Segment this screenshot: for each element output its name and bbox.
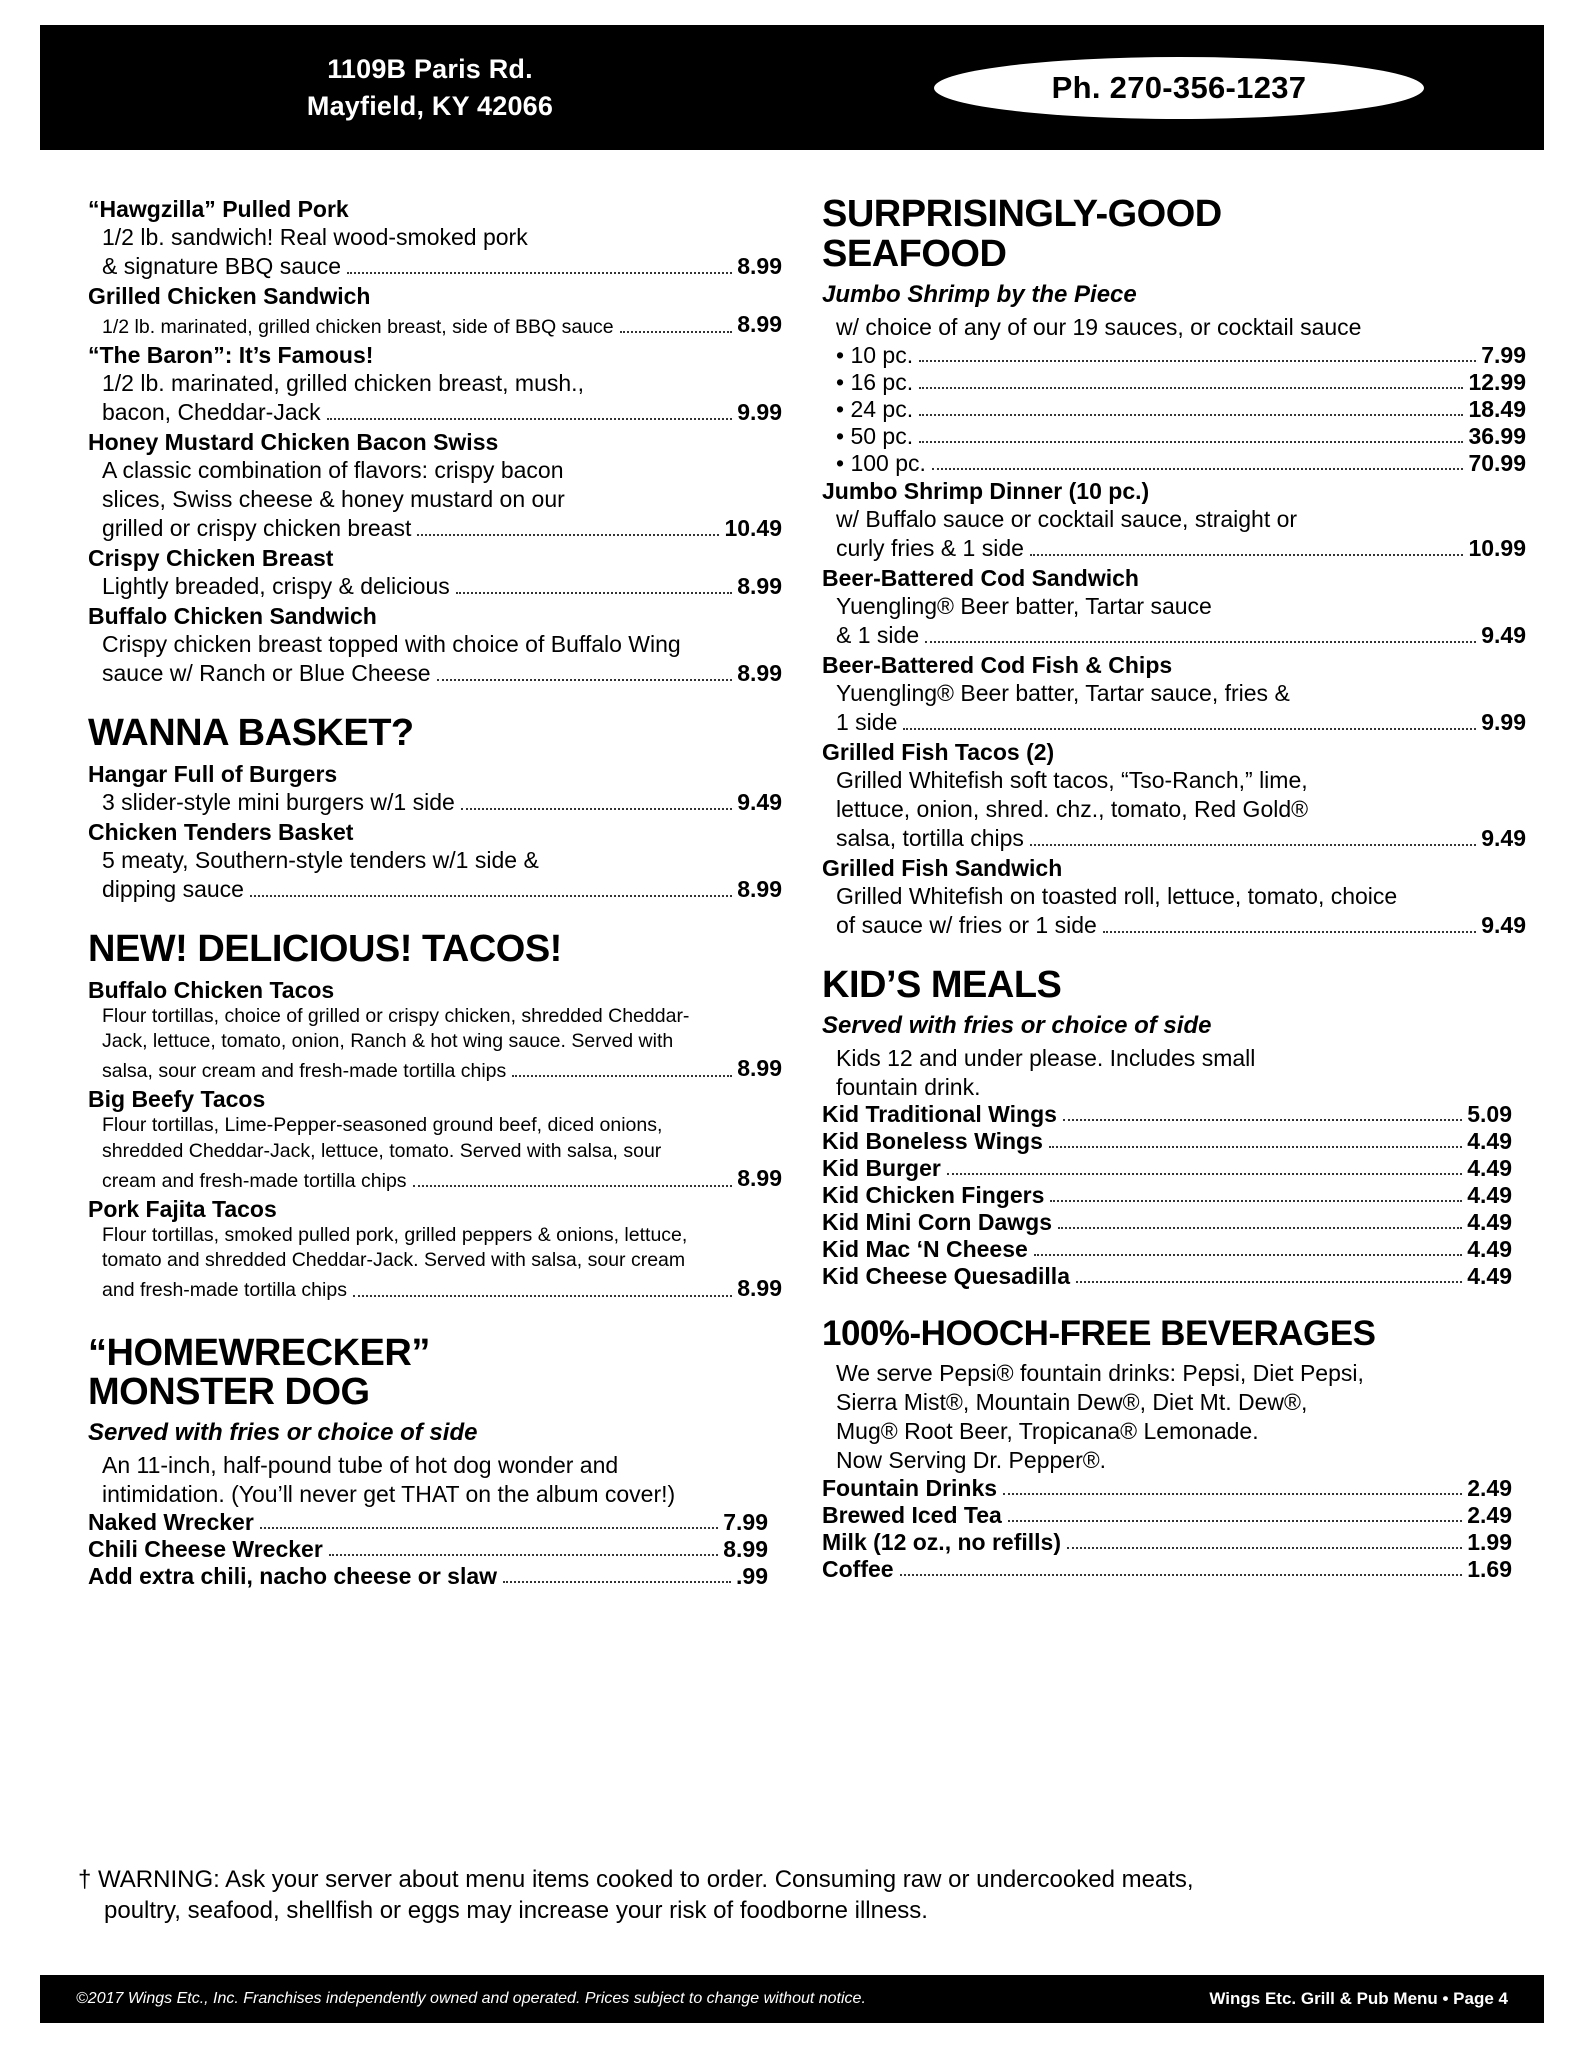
- item-price-row: [822, 621, 1526, 650]
- sandwich-list: [88, 195, 782, 688]
- item-desc: 3 slider-style mini burgers w/1 side: [102, 788, 455, 815]
- menu-item: [88, 1536, 768, 1563]
- item-name: Kid Burger: [822, 1155, 941, 1182]
- item-name: Hangar Full of Burgers: [88, 760, 338, 787]
- dot-leader: [456, 591, 732, 594]
- section-title-kids: KID’S MEALS: [822, 963, 1062, 1006]
- item-price: 4.49: [1467, 1128, 1512, 1155]
- item-name: Beer-Battered Cod Fish & Chips: [822, 651, 1173, 678]
- item-desc: bacon, Cheddar-Jack: [102, 398, 321, 425]
- item-desc: Yuengling® Beer batter, Tartar sauce: [836, 592, 1212, 619]
- dot-leader: [329, 1553, 718, 1556]
- menu-item: [88, 1085, 782, 1194]
- item-desc: cream and fresh-made tortilla chips: [102, 1169, 407, 1192]
- phone-badge: [934, 57, 1424, 119]
- beverages-note-line3: Mug® Root Beer, Tropicana® Lemonade.: [836, 1418, 1259, 1445]
- kids-note-line1: Kids 12 and under please. Includes small: [836, 1044, 1256, 1071]
- dot-leader: [900, 1573, 1463, 1576]
- dot-leader: [461, 807, 732, 810]
- menu-item: [822, 423, 1526, 450]
- dot-leader: [417, 533, 719, 536]
- item-desc: & signature BBQ sauce: [102, 253, 342, 280]
- item-name: Chili Cheese Wrecker: [88, 1536, 323, 1563]
- item-name: Kid Traditional Wings: [822, 1101, 1057, 1128]
- item-price-row: [88, 1054, 782, 1084]
- beverages-note-line1: We serve Pepsi® fountain drinks: Pepsi, Diet Pepsi,: [836, 1360, 1364, 1387]
- dot-leader: [250, 894, 732, 897]
- item-desc: salsa, tortilla chips: [836, 824, 1024, 851]
- item-price: 18.49: [1468, 395, 1526, 422]
- allergen-warning: [78, 1865, 1498, 1926]
- menu-item: [88, 1195, 782, 1304]
- menu-item: [822, 477, 1526, 563]
- item-desc: slices, Swiss cheese & honey mustard on our: [102, 485, 565, 512]
- tacos-list: [88, 976, 782, 1304]
- item-price: 8.99: [737, 1165, 782, 1191]
- menu-item: [88, 341, 782, 427]
- item-desc: Grilled Whitefish soft tacos, “Tso-Ranch,” lime,: [836, 766, 1308, 793]
- item-name: Kid Chicken Fingers: [822, 1182, 1045, 1209]
- item-price: 1.69: [1467, 1556, 1512, 1583]
- item-name: Beer-Battered Cod Sandwich: [822, 564, 1139, 591]
- item-price: 4.49: [1467, 1209, 1512, 1236]
- kids-note-line2: fountain drink.: [836, 1073, 981, 1100]
- item-desc: 1/2 lb. marinated, grilled chicken breast, side of BBQ sauce: [102, 315, 614, 338]
- item-price-row: [822, 534, 1526, 563]
- warning-line2: poultry, seafood, shellfish or eggs may increase your risk of foodborne illness.: [104, 1896, 928, 1924]
- page-label: Wings Etc. Grill & Pub Menu • Page 4: [1209, 1989, 1508, 2008]
- menu-item: [822, 1182, 1512, 1209]
- item-desc: Yuengling® Beer batter, Tartar sauce, fries &: [836, 679, 1290, 706]
- item-name: Crispy Chicken Breast: [88, 544, 334, 571]
- item-price: 70.99: [1468, 449, 1526, 476]
- item-desc: Flour tortillas, choice of grilled or crispy chicken, shredded Cheddar-: [102, 1004, 690, 1027]
- item-price-row: [88, 398, 782, 427]
- beverages-note-line4: Now Serving Dr. Pepper®.: [836, 1447, 1107, 1474]
- item-name: Buffalo Chicken Tacos: [88, 976, 335, 1003]
- phone-number: Ph. 270-356-1237: [1051, 69, 1307, 105]
- menu-item: [822, 1155, 1512, 1182]
- dot-leader: [347, 271, 732, 274]
- item-desc: curly fries & 1 side: [836, 534, 1024, 561]
- item-name: Naked Wrecker: [88, 1509, 254, 1536]
- menu-item: [88, 282, 782, 340]
- item-name: Coffee: [822, 1556, 894, 1583]
- menu-columns: [40, 195, 1544, 1590]
- item-name: Brewed Iced Tea: [822, 1502, 1002, 1529]
- dot-leader: [503, 1580, 731, 1583]
- dot-leader: [1030, 843, 1476, 846]
- dot-leader: [1058, 1226, 1462, 1229]
- menu-item: [88, 428, 782, 543]
- item-price-row: [822, 911, 1526, 940]
- item-desc: Jack, lettuce, tomato, onion, Ranch & hot wing sauce. Served with: [102, 1030, 674, 1053]
- dot-leader: [932, 467, 1464, 470]
- dot-leader: [260, 1526, 718, 1529]
- monster-dog-desc-line2: intimidation. (You’ll never get THAT on the album cover!): [102, 1481, 676, 1508]
- menu-item: [822, 1502, 1512, 1529]
- item-name: • 16 pc.: [836, 368, 914, 395]
- item-desc: Crispy chicken breast topped with choice of Buffalo Wing: [102, 630, 681, 657]
- item-desc: of sauce w/ fries or 1 side: [836, 911, 1097, 938]
- item-name: Fountain Drinks: [822, 1475, 998, 1502]
- item-name: Big Beefy Tacos: [88, 1086, 266, 1113]
- item-desc: dipping sauce: [102, 875, 244, 902]
- dot-leader: [1103, 930, 1476, 933]
- item-name: Kid Mini Corn Dawgs: [822, 1209, 1052, 1236]
- dot-leader: [512, 1074, 732, 1077]
- item-price: 9.99: [1481, 708, 1526, 735]
- shrimp-note: w/ choice of any of our 19 sauces, or cocktail sauce: [836, 313, 1362, 340]
- item-price: 36.99: [1468, 422, 1526, 449]
- menu-item: [822, 1263, 1512, 1290]
- item-name: Grilled Chicken Sandwich: [88, 282, 371, 309]
- item-price: 8.99: [737, 1274, 782, 1301]
- item-price-row: [88, 788, 782, 817]
- item-desc: shredded Cheddar-Jack, lettuce, tomato. Served with salsa, sour: [102, 1139, 662, 1162]
- dot-leader: [353, 1294, 732, 1297]
- item-name: “The Baron”: It’s Famous!: [88, 341, 374, 368]
- monster-dog-title-line1: “HOMEWRECKER”: [88, 1331, 430, 1374]
- dot-leader: [919, 440, 1463, 443]
- dot-leader: [1008, 1519, 1462, 1522]
- menu-item: [88, 544, 782, 601]
- item-price: 4.49: [1467, 1263, 1512, 1290]
- item-name: Milk (12 oz., no refills): [822, 1529, 1061, 1556]
- item-price-row: [88, 572, 782, 601]
- monster-dog-desc-line1: An 11-inch, half-pound tube of hot dog wonder and: [102, 1452, 619, 1479]
- dot-leader: [1034, 1253, 1462, 1256]
- item-price-row: [88, 252, 782, 281]
- menu-item: [822, 1556, 1512, 1583]
- seafood-title-line1: SURPRISINGLY-GOOD: [822, 193, 1222, 235]
- item-price: 9.49: [1481, 824, 1526, 851]
- menu-item: [822, 1529, 1512, 1556]
- item-price-row: [822, 824, 1526, 853]
- item-price-row: [88, 310, 782, 340]
- item-price-row: [88, 1164, 782, 1194]
- menu-item: [822, 450, 1526, 477]
- item-price: .99: [736, 1563, 768, 1590]
- dot-leader: [903, 727, 1476, 730]
- item-name: Add extra chili, nacho cheese or slaw: [88, 1563, 498, 1590]
- menu-item: [822, 369, 1526, 396]
- dot-leader: [1050, 1199, 1462, 1202]
- item-price: 7.99: [1481, 341, 1526, 368]
- item-price-row: [88, 659, 782, 688]
- item-price: 8.99: [737, 1055, 782, 1082]
- dot-leader: [1030, 553, 1464, 556]
- section-title-basket: WANNA BASKET?: [88, 711, 414, 754]
- item-desc: Flour tortillas, smoked pulled pork, grilled peppers & onions, lettuce,: [102, 1223, 688, 1246]
- item-price-row: [88, 514, 782, 543]
- item-price: 2.49: [1467, 1502, 1512, 1529]
- item-price: 8.99: [737, 253, 782, 280]
- item-name: Kid Mac ‘N Cheese: [822, 1236, 1028, 1263]
- monster-dog-subtitle: Served with fries or choice of side: [88, 1419, 478, 1447]
- menu-item: [822, 1101, 1512, 1128]
- warning-line1: † WARNING: Ask your server about menu items cooked to order. Consuming raw or undercooked meats,: [78, 1866, 1194, 1893]
- item-price-row: [88, 1274, 782, 1304]
- dot-leader: [1067, 1546, 1462, 1549]
- item-name: Kid Cheese Quesadilla: [822, 1263, 1070, 1290]
- menu-item: [88, 1509, 768, 1536]
- item-price: 5.09: [1467, 1101, 1512, 1128]
- item-price: 9.49: [737, 788, 782, 815]
- item-price: 12.99: [1468, 368, 1526, 395]
- item-price: 7.99: [723, 1509, 768, 1536]
- monster-dog-title-line2: MONSTER DOG: [88, 1371, 370, 1414]
- item-price-row: [88, 875, 782, 904]
- dot-leader: [919, 359, 1476, 362]
- dot-leader: [947, 1172, 1462, 1175]
- item-desc: grilled or crispy chicken breast: [102, 514, 412, 541]
- menu-item: [88, 602, 782, 688]
- item-price: 10.99: [1468, 534, 1526, 561]
- menu-item: [822, 1128, 1512, 1155]
- menu-item: [822, 651, 1526, 737]
- item-desc: Lightly breaded, crispy & delicious: [102, 572, 450, 599]
- item-name: • 24 pc.: [836, 395, 914, 422]
- item-name: • 50 pc.: [836, 422, 914, 449]
- item-price: 8.99: [737, 875, 782, 902]
- item-desc: sauce w/ Ranch or Blue Cheese: [102, 659, 431, 686]
- item-desc: 1 side: [836, 708, 898, 735]
- dot-leader: [919, 386, 1463, 389]
- menu-item: [822, 396, 1526, 423]
- item-name: Grilled Fish Sandwich: [822, 854, 1063, 881]
- dot-leader: [413, 1184, 733, 1187]
- item-price: 4.49: [1467, 1182, 1512, 1209]
- item-price: 9.49: [1481, 621, 1526, 648]
- item-desc: and fresh-made tortilla chips: [102, 1279, 347, 1302]
- item-price: 9.49: [1481, 911, 1526, 938]
- dot-leader: [1063, 1118, 1462, 1121]
- dot-leader: [925, 640, 1476, 643]
- section-title-monster-dog: [88, 1331, 768, 1414]
- dot-leader: [327, 417, 733, 420]
- item-desc: Flour tortillas, Lime-Pepper-seasoned ground beef, diced onions,: [102, 1114, 663, 1137]
- seafood-title-line2: SEAFOOD: [822, 232, 1007, 275]
- menu-item: [822, 1475, 1512, 1502]
- menu-item: [88, 195, 782, 281]
- basket-list: [88, 760, 782, 904]
- item-name: Chicken Tenders Basket: [88, 818, 354, 845]
- item-name: Grilled Fish Tacos (2): [822, 738, 1055, 765]
- section-title-beverages: 100%-HOOCH-FREE BEVERAGES: [822, 1314, 1376, 1354]
- item-price: 2.49: [1467, 1475, 1512, 1502]
- item-name: Pork Fajita Tacos: [88, 1195, 277, 1222]
- dot-leader: [1049, 1145, 1462, 1148]
- dot-leader: [620, 330, 733, 333]
- seafood-subtitle: Jumbo Shrimp by the Piece: [822, 280, 1137, 308]
- item-price: 4.49: [1467, 1155, 1512, 1182]
- item-desc: 1/2 lb. marinated, grilled chicken breast, mush.,: [102, 369, 584, 396]
- section-title-tacos: NEW! DELICIOUS! TACOS!: [88, 927, 562, 970]
- item-name: Buffalo Chicken Sandwich: [88, 602, 377, 629]
- item-desc: 5 meaty, Southern-style tenders w/1 side &: [102, 846, 539, 873]
- item-desc: salsa, sour cream and fresh-made tortilla chips: [102, 1059, 507, 1082]
- dot-leader: [1076, 1280, 1462, 1283]
- kids-subtitle: Served with fries or choice of side: [822, 1011, 1212, 1039]
- item-price-row: [822, 708, 1526, 737]
- item-price: 9.99: [737, 398, 782, 425]
- item-name: • 100 pc.: [836, 449, 926, 476]
- item-desc: Grilled Whitefish on toasted roll, lettuce, tomato, choice: [836, 882, 1398, 909]
- left-column: [40, 195, 782, 1590]
- item-desc: A classic combination of flavors: crispy bacon: [102, 456, 564, 483]
- menu-item: [822, 564, 1526, 650]
- section-title-seafood: [822, 195, 1512, 275]
- menu-item: [88, 1563, 768, 1590]
- item-price: 10.49: [724, 514, 782, 541]
- menu-item: [822, 1236, 1512, 1263]
- page-header: [40, 25, 1544, 150]
- right-column: [808, 193, 1526, 1590]
- address-line-1: 1109B Paris Rd.: [327, 54, 533, 85]
- menu-item: [822, 738, 1526, 853]
- item-name: Honey Mustard Chicken Bacon Swiss: [88, 428, 499, 455]
- item-price: 4.49: [1467, 1236, 1512, 1263]
- item-desc: lettuce, onion, shred. chz., tomato, Red Gold®: [836, 795, 1309, 822]
- menu-item: [822, 854, 1526, 940]
- item-desc: 1/2 lb. sandwich! Real wood-smoked pork: [102, 224, 528, 251]
- item-desc: w/ Buffalo sauce or cocktail sauce, straight or: [836, 505, 1298, 532]
- restaurant-address: [40, 51, 820, 124]
- menu-item: [88, 976, 782, 1085]
- item-name: Jumbo Shrimp Dinner (10 pc.): [822, 477, 1150, 504]
- dot-leader: [919, 413, 1463, 416]
- item-price: 1.99: [1467, 1529, 1512, 1556]
- menu-item: [88, 760, 782, 817]
- address-line-2: Mayfield, KY 42066: [306, 90, 554, 121]
- copyright-text: ©2017 Wings Etc., Inc. Franchises independently owned and operated. Prices subject to change without notice.: [76, 1990, 866, 2007]
- menu-item: [88, 818, 782, 904]
- item-name: “Hawgzilla” Pulled Pork: [88, 196, 349, 222]
- item-desc: tomato and shredded Cheddar-Jack. Served with salsa, sour cream: [102, 1249, 686, 1272]
- item-name: Kid Boneless Wings: [822, 1128, 1043, 1155]
- item-name: • 10 pc.: [836, 341, 914, 368]
- dot-leader: [1003, 1492, 1462, 1495]
- menu-item: [822, 1209, 1512, 1236]
- item-price: 8.99: [723, 1536, 768, 1563]
- beverages-note-line2: Sierra Mist®, Mountain Dew®, Diet Mt. Dew®,: [836, 1389, 1308, 1416]
- menu-item: [822, 342, 1526, 369]
- page-footer: [40, 1975, 1544, 2023]
- item-price: 8.99: [737, 311, 782, 338]
- item-desc: & 1 side: [836, 621, 920, 648]
- item-price: 8.99: [737, 572, 782, 599]
- item-price: 8.99: [737, 659, 782, 686]
- dot-leader: [437, 678, 733, 681]
